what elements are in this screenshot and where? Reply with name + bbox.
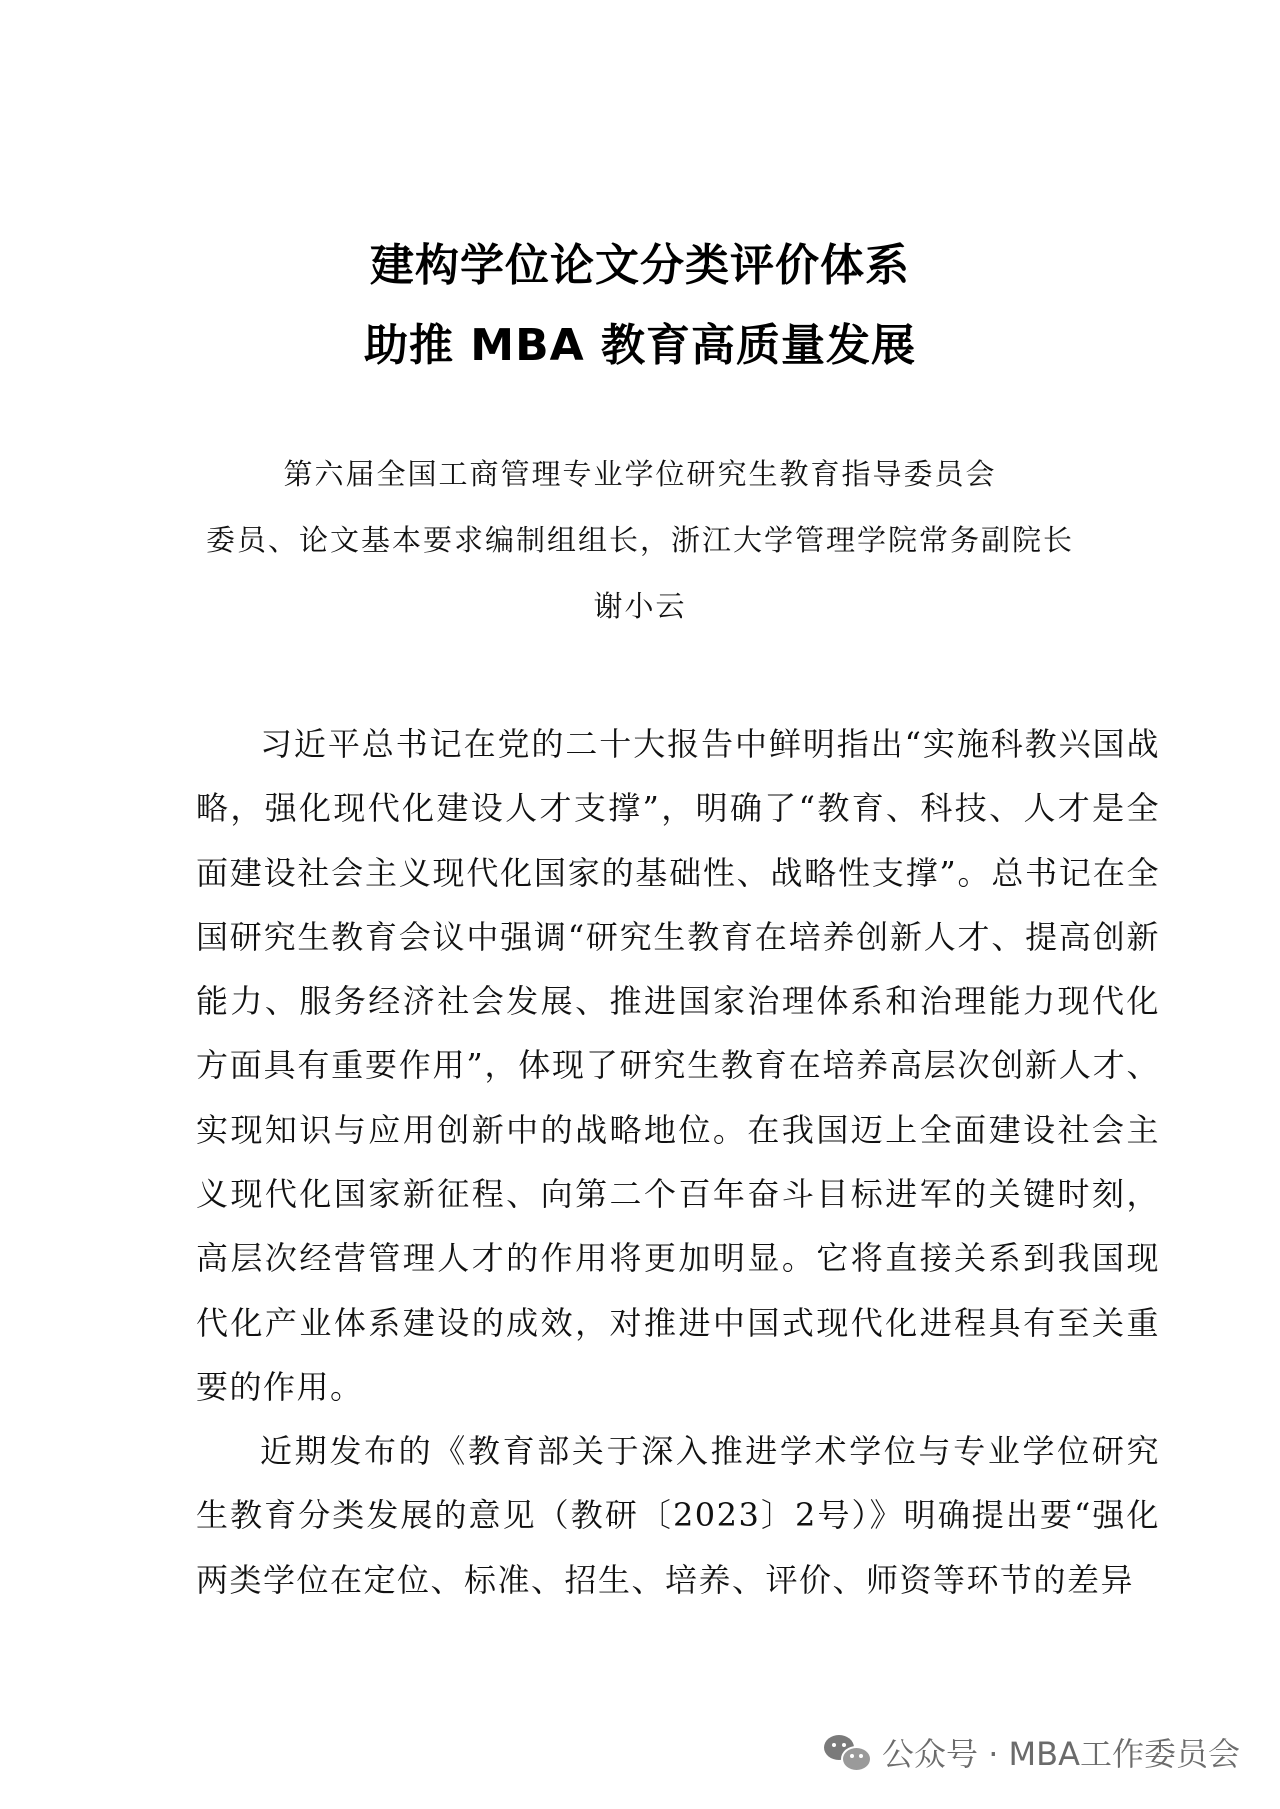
body-paragraph-2: 近期发布的《教育部关于深入推进学术学位与专业学位研究生教育分类发展的意见（教研〔2023〕2号）》明确提出要“强化两类学位在定位、标准、招生、培养、评价、师资等环节的差异 xyxy=(196,1432,1160,1599)
author-name: 谢小云 xyxy=(593,589,687,623)
wechat-icon xyxy=(824,1733,870,1771)
watermark xyxy=(824,1725,1240,1779)
document-title-line-2: 助推 MBA 教育高质量发展 xyxy=(363,320,916,371)
document-title-line-1: 建构学位论文分类评价体系 xyxy=(370,240,910,291)
author-affiliation-line-1: 第六届全国工商管理专业学位研究生教育指导委员会 xyxy=(283,457,997,491)
watermark-text: 公众号 · MBA工作委员会 xyxy=(882,1735,1240,1773)
author-affiliation-line-2: 委员、论文基本要求编制组组长，浙江大学管理学院常务副院长 xyxy=(205,523,1074,557)
body-paragraph-1: 习近平总书记在党的二十大报告中鲜明指出“实施科教兴国战略，强化现代化建设人才支撑”，明确了“教育、科技、人才是全面建设社会主义现代化国家的基础性、战略性支撑”。总书记在全国研究生教育会议中强调“研究生教育在培养创新人才、提高创新能力、服务经济社会发展、推进国家治理体系和治理能力现代化方面具有重要作用”，体现了研究生教育在培养高层次创新人才、实现知识与应用创新中的战略地位。在我国迈上全面建设社会主义现代化国家新征程、向第二个百年奋斗目标进军的关键时刻，高层次经营管理人才的作用将更加明显。它将直接关系到我国现代化产业体系建设的成效，对推进中国式现代化进程具有至关重要的作用。 xyxy=(196,725,1160,1406)
